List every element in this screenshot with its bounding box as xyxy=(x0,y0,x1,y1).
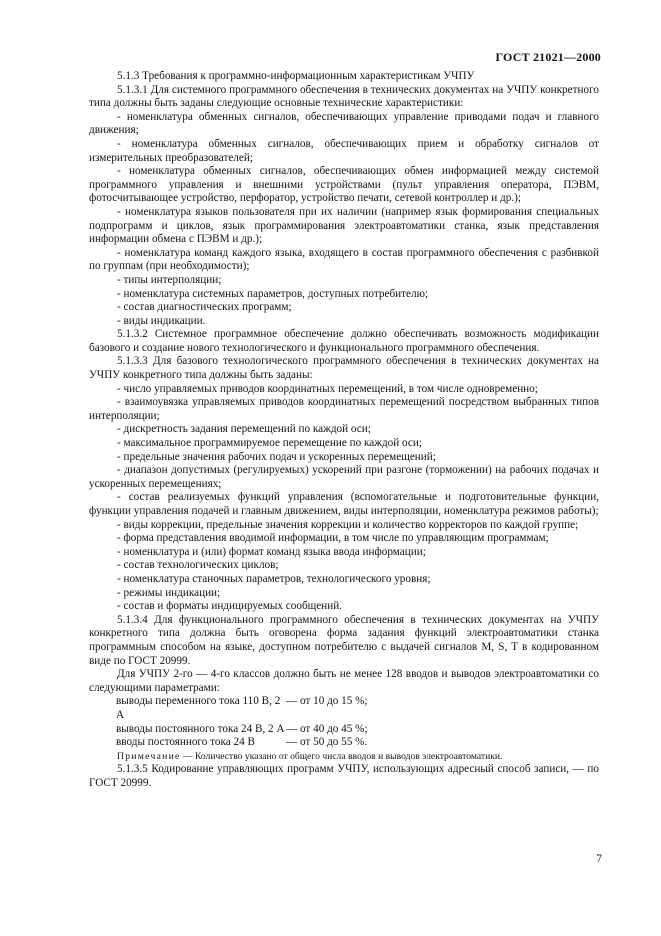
list-item: - состав технологических циклов; xyxy=(117,559,279,572)
list-item: - режимы индикации; xyxy=(117,586,221,599)
table-row xyxy=(116,723,368,737)
section-5-1-3-5: 5.1.3.5 Кодирование управляющих программ УЧПУ, использующих адресный способ записи, — по ГОСТ 20999. xyxy=(89,763,599,789)
section-5-1-3-2: 5.1.3.2 Системное программное обеспечение должно обеспечивать возможность модификации базового и создание нового технологического и функционального программного обеспечения. xyxy=(89,328,599,354)
param-name: выводы постоянного тока 24 В, 2 А xyxy=(116,722,285,735)
list-item: - диапазон допустимых (регулируемых) ускорений при разгоне (торможении) на рабочих подачах и ускоренных перемещениях; xyxy=(89,464,599,490)
param-value: — от 50 до 55 %. xyxy=(286,736,368,749)
list-item: - состав диагностических программ; xyxy=(117,301,292,314)
section-5-1-3-1: 5.1.3.1 Для системного программного обеспечения в технических документах на УЧПУ конкретного типа должны быть заданы следующие основные технические характеристики: xyxy=(89,83,599,110)
list-item: - виды коррекции, предельные значения коррекции и количество корректоров по каждой группе; xyxy=(117,518,579,531)
list-item: - номенклатура и (или) формат команд языка ввода информации; xyxy=(117,545,426,558)
list-item: - номенклатура языков пользователя при их наличии (например язык формирования специальных подпрограмм и циклов, язык программирования электроавтоматики станка, язык представления информации обмена с ПЭВМ и др.); xyxy=(89,205,599,246)
list-item: - число управляемых приводов координатных перемещений, в том числе одновременно; xyxy=(117,382,538,395)
param-name: вводы постоянного тока 24 В xyxy=(116,736,255,749)
section-5-1-3: 5.1.3 Требования к программно-информационным характеристикам УЧПУ xyxy=(117,70,475,82)
list-item: - взаимоувязка управляемых приводов координатных перемещений посредством выбранных типов интерполяции; xyxy=(89,396,599,422)
table-row xyxy=(116,695,368,722)
list-item: - номенклатура команд каждого языка, входящего в состав программного обеспечения с разбивкой по группам (при необходимости); xyxy=(89,246,599,273)
list-item: - состав реализуемых функций управления (вспомогательные и подготовительные функции, функции управления подачей и главным движением, виды интерполяции, номенклатура режимов работы); xyxy=(89,491,599,517)
list-item: - номенклатура системных параметров, доступных потребителю; xyxy=(117,287,429,300)
param-name: выводы переменного тока 110 В, 2 А xyxy=(116,695,281,721)
page-number: 7 xyxy=(596,853,602,865)
list-item: - форма представления вводимой информации, в том числе по управляющим программам; xyxy=(117,532,549,545)
list-item: - типы интерполяции; xyxy=(117,273,222,286)
note-label: Примечание xyxy=(117,750,181,762)
param-value: — от 40 до 45 %; xyxy=(286,722,368,735)
list-item: - номенклатура обменных сигналов, обеспечивающих обмен информацией между системой программного управления и внешними устройствами (пульт управления оператора, ПЭВМ, фотосчитывающее устройство, перфоратор, устройство печати, сетевой контроллер и др.); xyxy=(89,165,599,205)
list-item: - номенклатура станочных параметров, технологического уровня; xyxy=(117,572,431,585)
section-5-1-3-3: 5.1.3.3 Для базового технологического программного обеспечения в технических документах на УЧПУ конкретного типа должны быть заданы: xyxy=(89,355,599,382)
note-text: — Количество указано от общего числа вводов и выводов электроавтоматики. xyxy=(180,750,503,762)
list-item: - номенклатура обменных сигналов, обеспечивающих прием и обработку сигналов от измерительных преобразователей; xyxy=(89,137,599,164)
list-item: - виды индикации. xyxy=(117,314,206,327)
list-item: - состав и форматы индицируемых сообщений. xyxy=(117,600,342,613)
document-header: ГОСТ 21021—2000 xyxy=(495,50,601,64)
list-system-software xyxy=(89,111,599,329)
list-technological-software xyxy=(89,383,599,614)
list-item: - номенклатура обменных сигналов, обеспечивающих управление приводами подач и главного движения; xyxy=(89,110,599,137)
param-value: — от 10 до 15 %; xyxy=(286,695,368,708)
list-item: - дискретность задания перемещений по каждой оси; xyxy=(117,423,371,436)
document-body xyxy=(89,70,599,790)
note xyxy=(89,750,599,764)
section-5-1-3-4: 5.1.3.4 Для функционального программного обеспечения в технических документах на УЧПУ конкретного типа должна быть оговорена форма задания функций электроавтоматики станка программным способом на языке, доступном потребителю с выдачей сигналов M, S, T в кодированном виде по ГОСТ 20999. xyxy=(89,613,599,667)
io-parameters-table xyxy=(116,695,368,749)
table-row xyxy=(116,736,368,750)
classes-paragraph: Для УЧПУ 2-го — 4-го классов должно быть не менее 128 вводов и выводов электроавтоматики со следующими параметрами: xyxy=(89,668,599,694)
list-item: - максимальное программируемое перемещение по каждой оси; xyxy=(117,437,422,450)
list-item: - предельные значения рабочих подач и ускоренных перемещений; xyxy=(117,450,436,463)
